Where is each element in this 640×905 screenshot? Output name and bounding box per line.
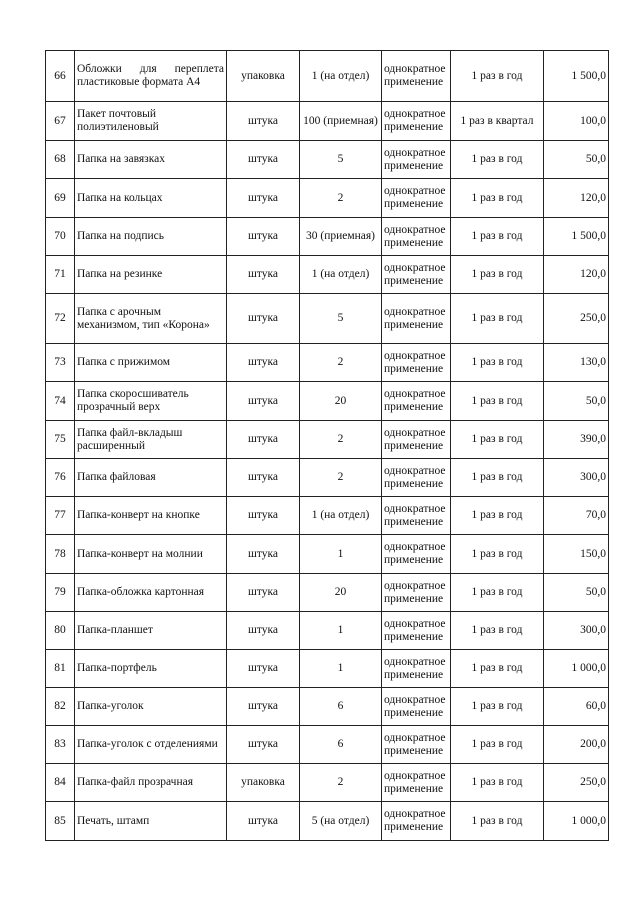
table-row: [46, 382, 609, 421]
item-name: Папка на кольцах: [75, 179, 227, 218]
frequency: 1 раз в год: [451, 726, 544, 764]
row-number: 84: [46, 764, 75, 802]
unit-of-measure: упаковка: [227, 764, 300, 802]
quantity: 6: [300, 726, 382, 764]
quantity: 1: [300, 650, 382, 688]
item-name: Печать, штамп: [75, 802, 227, 841]
price: 60,0: [544, 688, 609, 726]
quantity: 2: [300, 459, 382, 497]
table-row: [46, 574, 609, 612]
unit-of-measure: штука: [227, 574, 300, 612]
row-number: 70: [46, 218, 75, 256]
frequency: 1 раз в год: [451, 51, 544, 102]
item-name: Папка-планшет: [75, 612, 227, 650]
item-name: Папка-конверт на молнии: [75, 535, 227, 574]
item-name: Папка на резинке: [75, 256, 227, 294]
price: 50,0: [544, 141, 609, 179]
frequency: 1 раз в год: [451, 179, 544, 218]
quantity: 5 (на отдел): [300, 802, 382, 841]
price: 300,0: [544, 459, 609, 497]
quantity: 1: [300, 612, 382, 650]
price: 150,0: [544, 535, 609, 574]
row-number: 77: [46, 497, 75, 535]
quantity: 1 (на отдел): [300, 51, 382, 102]
quantity: 2: [300, 344, 382, 382]
item-name: Папка файловая: [75, 459, 227, 497]
price: 50,0: [544, 382, 609, 421]
row-number: 72: [46, 294, 75, 344]
frequency: 1 раз в год: [451, 650, 544, 688]
usage-type: однократное применение: [382, 612, 451, 650]
frequency: 1 раз в год: [451, 218, 544, 256]
price: 120,0: [544, 256, 609, 294]
unit-of-measure: штука: [227, 218, 300, 256]
row-number: 82: [46, 688, 75, 726]
row-number: 69: [46, 179, 75, 218]
unit-of-measure: штука: [227, 382, 300, 421]
item-name: Папка-уголок с отделениями: [75, 726, 227, 764]
frequency: 1 раз в год: [451, 574, 544, 612]
item-name: Обложки для переплета пластиковые формата А4: [75, 51, 227, 102]
table-body: [46, 51, 609, 841]
item-name: Папка на подпись: [75, 218, 227, 256]
frequency: 1 раз в квартал: [451, 102, 544, 141]
quantity: 20: [300, 382, 382, 421]
item-name: Папка с прижимом: [75, 344, 227, 382]
table-row: [46, 51, 609, 102]
usage-type: однократное применение: [382, 141, 451, 179]
quantity: 2: [300, 179, 382, 218]
usage-type: однократное применение: [382, 294, 451, 344]
frequency: 1 раз в год: [451, 382, 544, 421]
item-name: Папка скоросшиватель прозрачный верх: [75, 382, 227, 421]
row-number: 85: [46, 802, 75, 841]
quantity: 20: [300, 574, 382, 612]
price: 120,0: [544, 179, 609, 218]
price: 1 500,0: [544, 51, 609, 102]
row-number: 74: [46, 382, 75, 421]
quantity: 6: [300, 688, 382, 726]
usage-type: однократное применение: [382, 497, 451, 535]
unit-of-measure: штука: [227, 179, 300, 218]
quantity: 1 (на отдел): [300, 256, 382, 294]
price: 250,0: [544, 294, 609, 344]
usage-type: однократное применение: [382, 688, 451, 726]
price: 1 000,0: [544, 650, 609, 688]
row-number: 80: [46, 612, 75, 650]
item-name: Папка-файл прозрачная: [75, 764, 227, 802]
frequency: 1 раз в год: [451, 612, 544, 650]
unit-of-measure: штука: [227, 102, 300, 141]
unit-of-measure: штука: [227, 688, 300, 726]
row-number: 71: [46, 256, 75, 294]
price: 1 000,0: [544, 802, 609, 841]
row-number: 83: [46, 726, 75, 764]
usage-type: однократное применение: [382, 726, 451, 764]
frequency: 1 раз в год: [451, 688, 544, 726]
quantity: 1 (на отдел): [300, 497, 382, 535]
unit-of-measure: штука: [227, 802, 300, 841]
frequency: 1 раз в год: [451, 294, 544, 344]
item-name: Папка-обложка картонная: [75, 574, 227, 612]
table-row: [46, 535, 609, 574]
table-row: [46, 650, 609, 688]
unit-of-measure: штука: [227, 294, 300, 344]
frequency: 1 раз в год: [451, 141, 544, 179]
unit-of-measure: штука: [227, 726, 300, 764]
usage-type: однократное применение: [382, 802, 451, 841]
unit-of-measure: штука: [227, 535, 300, 574]
unit-of-measure: штука: [227, 650, 300, 688]
quantity: 30 (приемная): [300, 218, 382, 256]
frequency: 1 раз в год: [451, 459, 544, 497]
usage-type: однократное применение: [382, 179, 451, 218]
unit-of-measure: штука: [227, 141, 300, 179]
row-number: 79: [46, 574, 75, 612]
usage-type: однократное применение: [382, 51, 451, 102]
quantity: 2: [300, 421, 382, 459]
frequency: 1 раз в год: [451, 535, 544, 574]
table-row: [46, 421, 609, 459]
row-number: 66: [46, 51, 75, 102]
unit-of-measure: штука: [227, 497, 300, 535]
price: 300,0: [544, 612, 609, 650]
table-row: [46, 218, 609, 256]
unit-of-measure: штука: [227, 421, 300, 459]
price: 130,0: [544, 344, 609, 382]
quantity: 2: [300, 764, 382, 802]
unit-of-measure: упаковка: [227, 51, 300, 102]
row-number: 75: [46, 421, 75, 459]
table-row: [46, 764, 609, 802]
price: 250,0: [544, 764, 609, 802]
table-row: [46, 179, 609, 218]
row-number: 67: [46, 102, 75, 141]
frequency: 1 раз в год: [451, 256, 544, 294]
row-number: 81: [46, 650, 75, 688]
table-row: [46, 256, 609, 294]
item-name: Папка на завязках: [75, 141, 227, 179]
frequency: 1 раз в год: [451, 764, 544, 802]
frequency: 1 раз в год: [451, 802, 544, 841]
quantity: 100 (приемная): [300, 102, 382, 141]
price: 200,0: [544, 726, 609, 764]
usage-type: однократное применение: [382, 382, 451, 421]
frequency: 1 раз в год: [451, 497, 544, 535]
table-row: [46, 459, 609, 497]
table-row: [46, 726, 609, 764]
usage-type: однократное применение: [382, 218, 451, 256]
supplies-table: [45, 50, 609, 841]
row-number: 76: [46, 459, 75, 497]
usage-type: однократное применение: [382, 764, 451, 802]
item-name: Папка-портфель: [75, 650, 227, 688]
item-name: Папка-конверт на кнопке: [75, 497, 227, 535]
usage-type: однократное применение: [382, 459, 451, 497]
table-row: [46, 688, 609, 726]
table-row: [46, 294, 609, 344]
quantity: 1: [300, 535, 382, 574]
unit-of-measure: штука: [227, 612, 300, 650]
usage-type: однократное применение: [382, 421, 451, 459]
quantity: 5: [300, 294, 382, 344]
table-row: [46, 497, 609, 535]
usage-type: однократное применение: [382, 535, 451, 574]
usage-type: однократное применение: [382, 256, 451, 294]
price: 390,0: [544, 421, 609, 459]
table-row: [46, 102, 609, 141]
usage-type: однократное применение: [382, 102, 451, 141]
item-name: Пакет почтовый полиэтиленовый: [75, 102, 227, 141]
table-row: [46, 802, 609, 841]
table-row: [46, 141, 609, 179]
table-row: [46, 612, 609, 650]
row-number: 78: [46, 535, 75, 574]
price: 100,0: [544, 102, 609, 141]
price: 1 500,0: [544, 218, 609, 256]
item-name: Папка файл-вкладыш расширенный: [75, 421, 227, 459]
item-name: Папка-уголок: [75, 688, 227, 726]
quantity: 5: [300, 141, 382, 179]
usage-type: однократное применение: [382, 344, 451, 382]
price: 70,0: [544, 497, 609, 535]
frequency: 1 раз в год: [451, 344, 544, 382]
item-name: Папка с арочным механизмом, тип «Корона»: [75, 294, 227, 344]
unit-of-measure: штука: [227, 256, 300, 294]
usage-type: однократное применение: [382, 650, 451, 688]
unit-of-measure: штука: [227, 344, 300, 382]
row-number: 73: [46, 344, 75, 382]
usage-type: однократное применение: [382, 574, 451, 612]
price: 50,0: [544, 574, 609, 612]
table-row: [46, 344, 609, 382]
unit-of-measure: штука: [227, 459, 300, 497]
frequency: 1 раз в год: [451, 421, 544, 459]
row-number: 68: [46, 141, 75, 179]
